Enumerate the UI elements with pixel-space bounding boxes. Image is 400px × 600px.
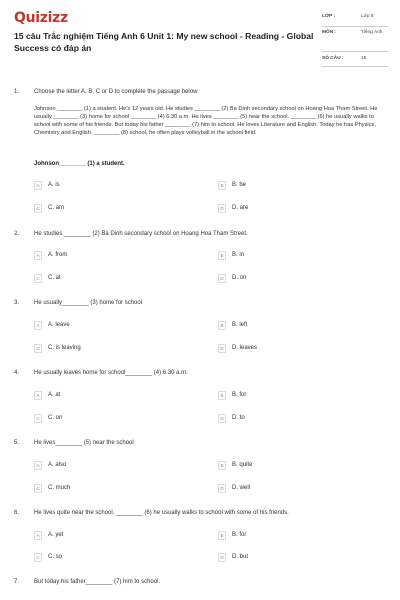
option-letter-box: A (34, 531, 42, 540)
option-text: D. but (232, 554, 249, 560)
document-title: 15 câu Trắc nghiệm Tiếng Anh 6 Unit 1: My new school - Reading - Global Success có đáp án (14, 31, 314, 53)
option-letter-box: B (218, 181, 226, 190)
question-text: He studies ________ (2) Ba Dinh secondary school on Hoang Hoa Tham Street. (34, 231, 248, 237)
option-text: C. on (48, 415, 63, 421)
option-letter-box: C (34, 274, 42, 283)
question-number: 6. (14, 510, 20, 516)
meta-label-lop: LỚP : (322, 14, 336, 19)
option-text: B. be (232, 182, 247, 188)
option-text: B. quite (232, 462, 253, 468)
option-letter-box: D (218, 414, 226, 423)
option-text: B. for (232, 532, 247, 538)
question-text: He lives________ (5) near the school (34, 440, 134, 446)
meta-value-lop: Lớp 6 (361, 14, 374, 19)
option-text: D. leaves (232, 345, 258, 351)
option-letter-box: B (218, 461, 226, 470)
option-text: A. is (48, 182, 60, 188)
option-text: A. yet (48, 532, 64, 538)
option-letter-box: C (34, 204, 42, 213)
meta-label-socau: SỐ CÂU : (322, 56, 344, 61)
option-text: D. are (232, 205, 249, 211)
option-text: D. well (232, 485, 251, 491)
option-text: C. at (48, 275, 61, 281)
option-letter-box: A (34, 461, 42, 470)
option-letter-box: D (218, 553, 226, 562)
question-text: Choose the letter A, B, C or D to complete the passage below (34, 89, 198, 95)
option-letter-box: A (34, 181, 42, 190)
option-text: D. on (232, 275, 247, 281)
option-text: B. in (232, 252, 245, 258)
option-letter-box: B (218, 531, 226, 540)
option-letter-box: D (218, 274, 226, 283)
meta-row-mon (322, 30, 388, 52)
option-letter-box: C (34, 344, 42, 353)
document-header (0, 0, 400, 80)
option-text: A. also (48, 462, 67, 468)
question-number: 1. (14, 89, 20, 95)
option-text: C. much (48, 485, 71, 491)
question-number: 4. (14, 370, 20, 376)
option-letter-box: A (34, 391, 42, 400)
question-1-subquestion: Johnson________ (1) a student. (34, 161, 125, 167)
option-letter-box: B (218, 251, 226, 260)
option-letter-box: D (218, 344, 226, 353)
option-letter-box: C (34, 414, 42, 423)
meta-row-socau (322, 56, 388, 67)
question-text: He usually leaves home for school________ (4) 6.30 a.m. (34, 370, 188, 376)
question-number: 3. (14, 300, 20, 306)
meta-value-socau: 15 (361, 56, 367, 61)
option-letter-box: D (218, 204, 226, 213)
option-text: A. leave (48, 322, 70, 328)
option-text: C. so (48, 554, 63, 560)
option-letter-box: B (218, 391, 226, 400)
option-text: C. is leaving (48, 345, 81, 351)
option-letter-box: B (218, 321, 226, 330)
option-text: C. am (48, 205, 65, 211)
option-letter-box: C (34, 553, 42, 562)
option-text: A. from (48, 252, 68, 258)
question-text: But today his father________ (7) him to school. (34, 579, 161, 585)
option-text: D. to (232, 415, 245, 421)
option-letter-box: A (34, 321, 42, 330)
question-text: He lives quite near the school, ________ (6) he usually walks to school with some of his friends. (34, 510, 289, 516)
option-text: A. at (48, 392, 61, 398)
option-text: B. for (232, 392, 247, 398)
quizizz-logo[interactable]: Quizizz (14, 10, 68, 26)
question-number: 7. (14, 579, 20, 585)
meta-value-mon: Tiếng Anh (361, 30, 383, 35)
question-number: 2. (14, 231, 20, 237)
option-letter-box: C (34, 484, 42, 493)
meta-row-lop (322, 14, 388, 27)
option-text: B. left (232, 322, 248, 328)
question-text: He usually________ (3) home for school (34, 300, 143, 306)
reading-passage: Johnson ________ (1) a student. He's 12 years old. He studies ________ (2) Ba Dinh secondary school on Hoang Hoa Tham Street. He usually ________ (3) home for school ________ (4) 6.30 a.m. He lives ________ (5) near the school. ________ (6) he usually walks to school with some of his friends. But today his father ________ (7) him to school. He loves Literature and English. Today he has Physics, Chemistry and English. ________ (8) school, he often plays volleyball in the school field. (34, 106, 378, 136)
option-letter-box: A (34, 251, 42, 260)
meta-label-mon: MÔN : (322, 30, 337, 35)
option-letter-box: D (218, 484, 226, 493)
question-number: 5. (14, 440, 20, 446)
